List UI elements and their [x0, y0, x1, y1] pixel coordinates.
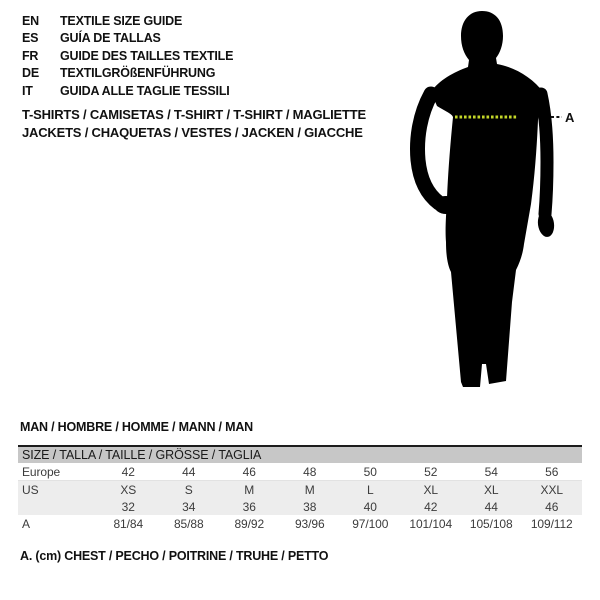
row-label [18, 498, 98, 515]
lang-code: DE [22, 66, 39, 81]
garment-line-jackets: JACKETS / CHAQUETAS / VESTES / JACKEN / GIACCHE [22, 125, 363, 140]
size-figure-diagram [405, 2, 575, 402]
lang-title: TEXTILGRÖßENFÜHRUNG [60, 66, 216, 81]
lang-code: FR [22, 48, 39, 63]
table-row-chest-a [18, 515, 582, 532]
table-row-europe [18, 463, 582, 481]
size-table [18, 445, 582, 532]
size-cell: 46 [219, 463, 280, 481]
size-cell: 42 [424, 499, 438, 514]
row-label: A [22, 516, 30, 531]
lang-row-it [22, 82, 233, 100]
size-cell: 85/88 [173, 516, 204, 531]
lang-title: GUÍA DE TALLAS [60, 31, 161, 46]
garment-type-block [22, 106, 366, 142]
lang-code: ES [22, 31, 39, 46]
man-left-arm [418, 94, 439, 203]
lang-title: GUIDA ALLE TAGLIE TESSILI [60, 83, 230, 98]
size-cell: XL [423, 482, 438, 497]
size-cell: 56 [522, 463, 583, 481]
garment-line-tshirts: T-SHIRTS / CAMISETAS / T-SHIRT / T-SHIRT / MAGLIETTE [22, 107, 366, 122]
size-cell: 40 [363, 499, 377, 514]
size-cell: 93/96 [294, 516, 325, 531]
size-cell: 101/104 [409, 516, 453, 531]
size-cell: 81/84 [113, 516, 144, 531]
man-silhouette-svg [405, 2, 575, 402]
measure-label-a: A [565, 110, 575, 125]
measurement-footnote: A. (cm) CHEST / PECHO / POITRINE / TRUHE / PETTO [20, 549, 329, 563]
size-cell: M [304, 482, 315, 497]
size-cell: 50 [340, 463, 401, 481]
table-row-us-letters [18, 481, 582, 499]
size-cell: 52 [401, 463, 462, 481]
man-right-arm [541, 94, 547, 214]
size-cell: 44 [484, 499, 498, 514]
size-cell: S [184, 482, 193, 497]
lang-title: GUIDE DES TAILLES TEXTILE [60, 48, 234, 63]
row-label: Europe [18, 463, 98, 481]
language-title-block [22, 12, 233, 100]
size-cell: 109/112 [530, 516, 573, 531]
man-silhouette [418, 11, 556, 387]
size-cell: L [366, 482, 374, 497]
size-cell: 89/92 [234, 516, 265, 531]
man-left-hand-pocket [434, 196, 458, 214]
lang-row-fr [22, 47, 233, 65]
size-cell: 97/100 [352, 516, 389, 531]
size-table-header: SIZE / TALLA / TAILLE / GRÖSSE / TAGLIA [18, 446, 582, 463]
row-label: US [22, 482, 39, 497]
size-cell: 32 [121, 499, 135, 514]
lang-code: IT [22, 83, 33, 98]
size-table-header-row [18, 446, 582, 463]
size-cell: XL [484, 482, 499, 497]
size-cell: 54 [461, 463, 522, 481]
table-row-us-numbers [18, 498, 582, 515]
size-cell: 34 [182, 499, 196, 514]
size-cell: M [244, 482, 255, 497]
lang-code: EN [22, 13, 39, 28]
section-title-man: MAN / HOMBRE / HOMME / MANN / MAN [20, 420, 253, 434]
size-cell: 105/108 [469, 516, 513, 531]
size-cell: 46 [545, 499, 559, 514]
size-cell: XS [120, 482, 137, 497]
size-cell: 38 [303, 499, 317, 514]
lang-row-en [22, 12, 233, 30]
size-cell: XXL [540, 482, 563, 497]
size-cell: 48 [280, 463, 341, 481]
lang-title: TEXTILE SIZE GUIDE [60, 13, 183, 28]
size-cell: 44 [159, 463, 220, 481]
lang-row-de [22, 65, 233, 83]
lang-row-es [22, 30, 233, 48]
size-cell: 42 [98, 463, 159, 481]
size-cell: 36 [242, 499, 256, 514]
